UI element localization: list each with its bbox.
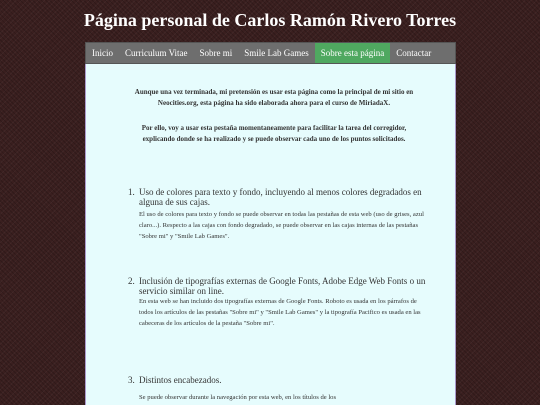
nav-item-contactar[interactable]: Contactar: [396, 48, 432, 58]
nav-item-smile-lab-games[interactable]: Smile Lab Games: [244, 48, 309, 58]
nav-item-sobre-esta-pagina[interactable]: Sobre esta página: [315, 43, 390, 63]
nav-item-inicio[interactable]: Inicio: [92, 48, 113, 58]
list-item-number: 1.: [128, 187, 135, 197]
list-item-description: En esta web se han incluido dos tipografías externas de Google Fonts. Roboto es usada en los párrafos de todos los artículos de las pestañas "Sobre mi" y "Smile Lab Games" y la tipografía Pacifico es usada en las cabeceras de los artículos de la pestaña "Sobre mi".: [139, 298, 421, 327]
list-item-number: 2.: [128, 276, 135, 286]
main-navbar: [85, 42, 456, 64]
page-title: Página personal de Carlos Ramón Rivero Torres: [83, 10, 457, 30]
main-content: [85, 64, 456, 405]
list-item-number: 3.: [128, 375, 135, 385]
list-item-title: Distintos encabezados.: [139, 375, 222, 385]
list-item-title: Uso de colores para texto y fondo, incluyendo al menos colores degradados en alguna de sus cajas.: [139, 187, 422, 207]
nav-item-sobre-mi[interactable]: Sobre mi: [199, 48, 233, 58]
intro-paragraph-1: Aunque una vez terminada, mi pretensión es usar esta página como la principal de mi sitio en Neocities.org, esta página ha sido elaborada ahora para el curso de MiriadaX.: [134, 88, 414, 107]
intro-paragraph-2: Por ello, voy a usar esta pestaña momentaneamente para facilitar la tarea del corregidor, explicando donde se ha realizado y se puede observar cada uno de los puntos solicitados.: [141, 124, 407, 143]
list-item-title: Inclusión de tipografías externas de Google Fonts, Adobe Edge Web Fonts o un servicio similar on line.: [139, 276, 426, 296]
nav-item-curriculum-vitae[interactable]: Curriculum Vitae: [125, 48, 188, 58]
list-item-description: Se puede observar durante la navegación por esta web, en los títulos de los: [139, 394, 337, 401]
list-item-description: El uso de colores para texto y fondo se puede observar en todas las pestañas de esta web (uso de grises, azul claro...). Respecto a las cajas con fondo degradado, se puede observar en las cajas internas de las pestañas "Sobre mi" y "Smile Lab Games".: [139, 211, 424, 240]
